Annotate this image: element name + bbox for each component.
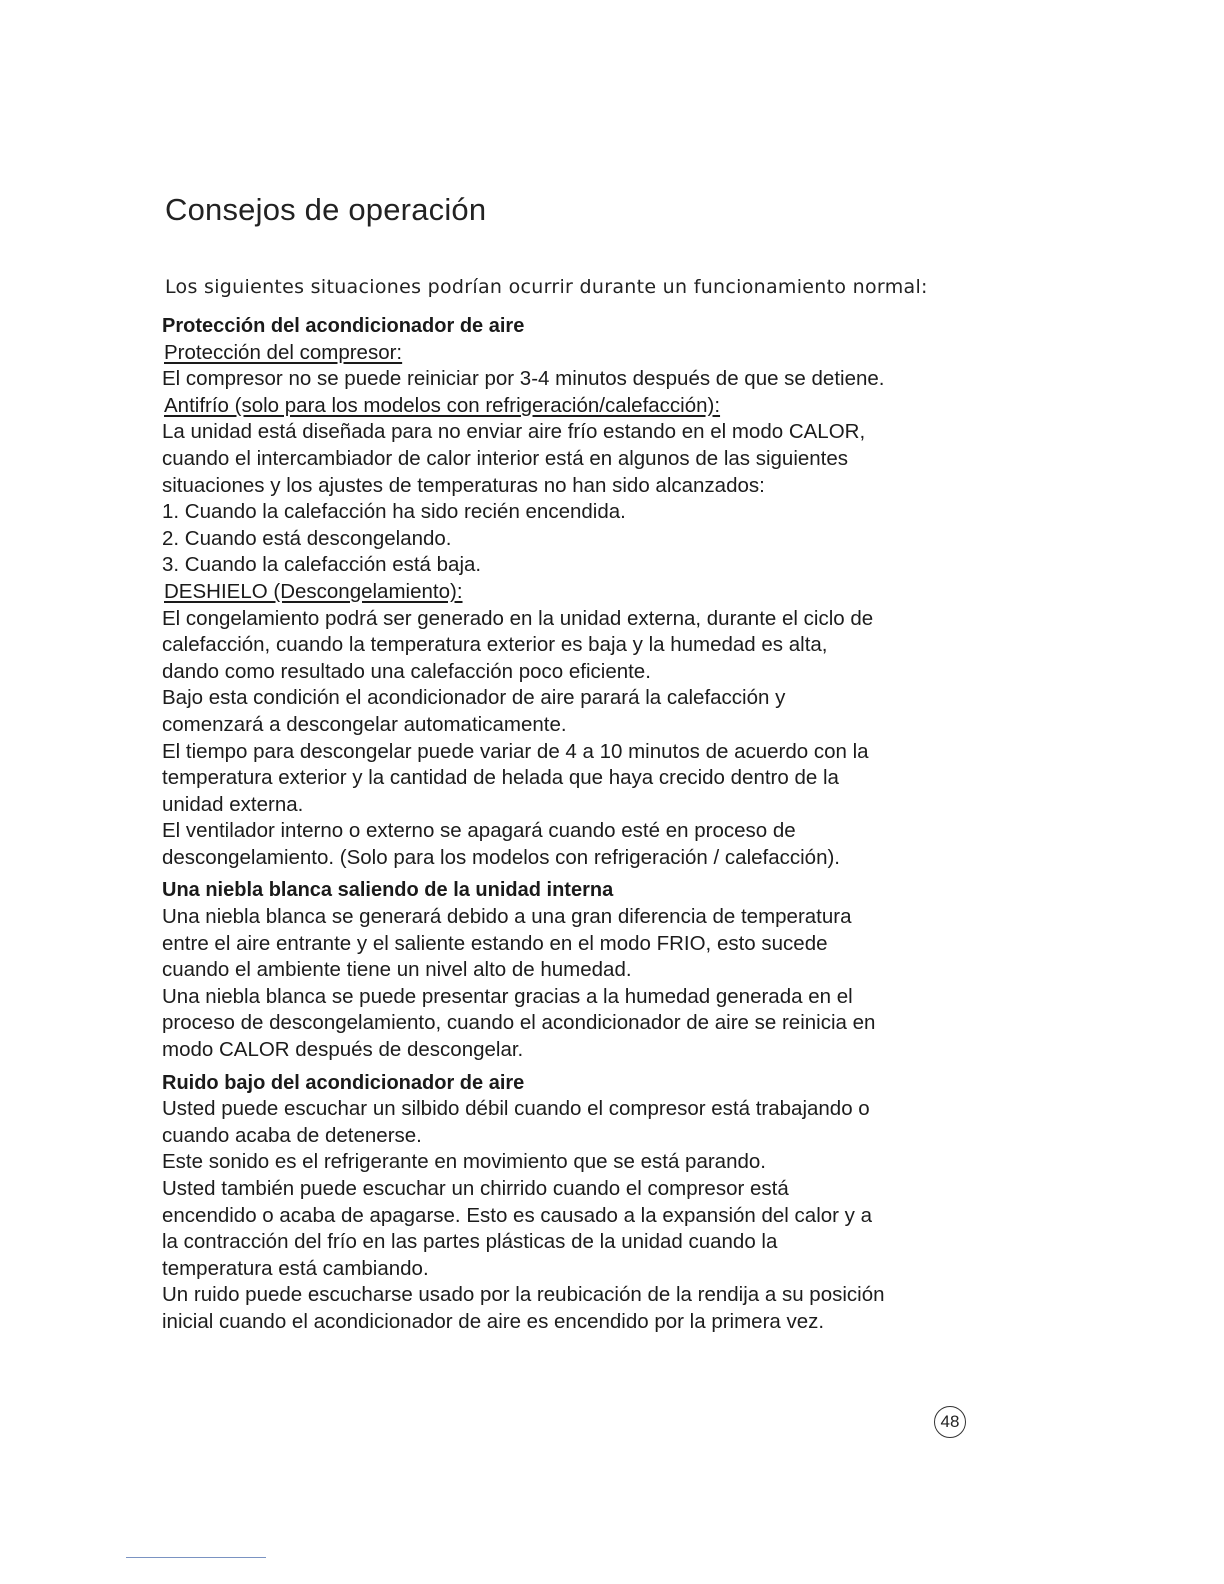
body-line: proceso de descongelamiento, cuando el acondicionador de aire se reinicia en [162,1011,876,1035]
body-line: cuando acaba de detenerse. [162,1123,422,1147]
list-item: 2. Cuando está descongelando. [162,526,452,550]
body-line: Este sonido es el refrigerante en movimiento que se está parando. [162,1150,766,1174]
body-line: La unidad está diseñada para no enviar aire frío estando en el modo CALOR, [162,420,866,444]
body-line: cuando el intercambiador de calor interior está en algunos de las siguientes [162,446,849,470]
body-line: temperatura exterior y la cantidad de helada que haya crecido dentro de la [162,766,839,790]
body-line: Usted puede escuchar un silbido débil cuando el compresor está trabajando o [162,1097,870,1121]
body-line: temperatura está cambiando. [162,1256,429,1280]
section-heading: Protección del acondicionador de aire [162,315,525,337]
body-line: descongelamiento. (Solo para los modelos con refrigeración / calefacción). [162,845,841,869]
body-line: Bajo esta condición el acondicionador de aire parará la calefacción y [162,686,786,710]
body-line: Usted también puede escuchar un chirrido cuando el compresor está [162,1177,789,1200]
body-line: El compresor no se puede reiniciar por 3-4 minutos después de que se detiene. [162,367,885,391]
subheading-defrost: DESHIELO (Descongelamiento): [164,579,463,603]
list-item: 1. Cuando la calefacción ha sido recién encendida. [162,500,626,524]
body-line: encendido o acaba de apagarse. Esto es causado a la expansión del calor y a [162,1203,873,1227]
body-line: El congelamiento podrá ser generado en la unidad externa, durante el ciclo de [162,606,874,630]
body-line: Una niebla blanca se generará debido a una gran diferencia de temperatura [162,905,852,929]
body-line: cuando el ambiente tiene un nivel alto de humedad. [162,958,632,982]
page-title: Consejos de operación [165,192,487,227]
footer-divider [126,1557,266,1558]
subheading-antifreeze: Antifrío (solo para los modelos con refrigeración/calefacción): [164,393,721,417]
subheading-compressor: Protección del compresor: [164,340,403,364]
page-number-badge [934,1406,966,1438]
section-heading: Ruido bajo del acondicionador de aire [162,1071,525,1094]
body-line: unidad externa. [162,792,304,816]
page-number: 48 [940,1412,960,1431]
body-line: calefacción, cuando la temperatura exterior es baja y la humedad es alta, [162,633,828,657]
body-line: modo CALOR después de descongelar. [162,1038,524,1062]
document-body [162,313,1002,1336]
section-white-mist [162,877,1002,1063]
body-line: El tiempo para descongelar puede variar de 4 a 10 minutos de acuerdo con la [162,739,869,763]
body-line: Un ruido puede escucharse usado por la reubicación de la rendija a su posición [162,1283,885,1307]
list-item: 3. Cuando la calefacción está baja. [162,553,482,577]
section-heading: Una niebla blanca saliendo de la unidad interna [162,879,614,902]
section-compressor-protection [162,313,1002,871]
body-line: la contracción del frío en las partes plásticas de la unidad cuando la [162,1230,778,1254]
body-line: Una niebla blanca se puede presentar gracias a la humedad generada en el [162,984,853,1008]
body-line: El ventilador interno o externo se apagará cuando esté en proceso de [162,819,796,843]
section-low-noise [162,1070,1002,1336]
body-line: dando como resultado una calefacción poco eficiente. [162,659,651,683]
body-line: situaciones y los ajustes de temperaturas no han sido alcanzados: [162,473,765,497]
intro-text: Los siguientes situaciones podrían ocurrir durante un funcionamiento normal: [165,276,928,298]
body-line: inicial cuando el acondicionador de aire es encendido por la primera vez. [162,1309,825,1333]
body-line: comenzará a descongelar automaticamente. [162,712,567,736]
body-line: entre el aire entrante y el saliente estando en el modo FRIO, esto sucede [162,931,828,955]
